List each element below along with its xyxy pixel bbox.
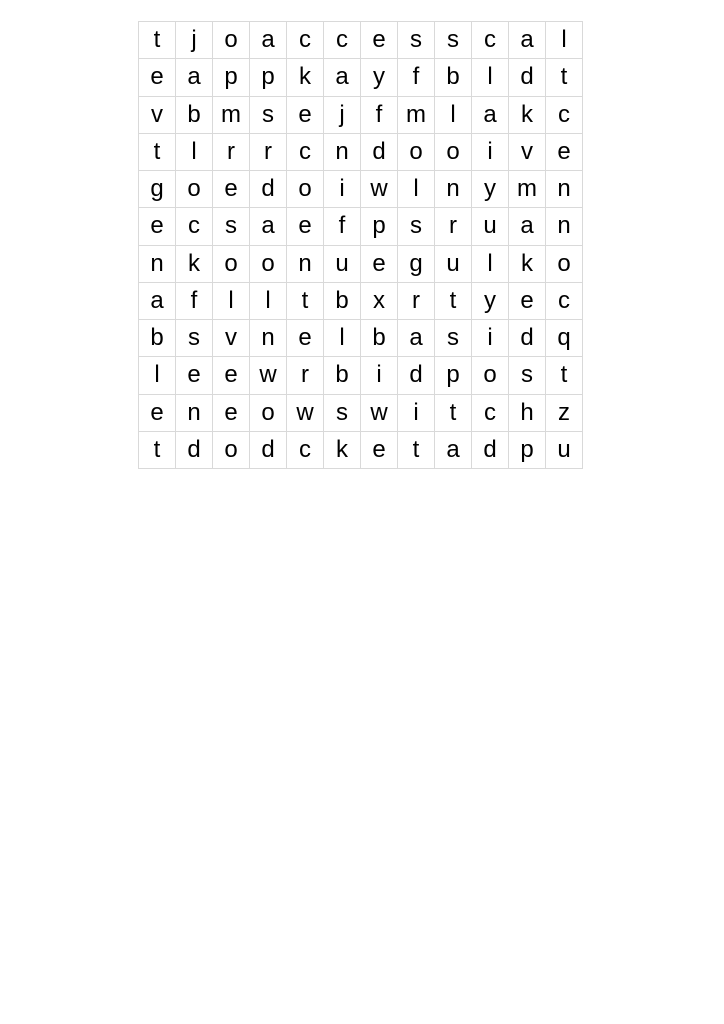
grid-cell: t [435, 282, 472, 319]
grid-cell: t [546, 357, 583, 394]
grid-cell: f [398, 59, 435, 96]
grid-cell: y [472, 171, 509, 208]
grid-cell: b [361, 320, 398, 357]
grid-cell: k [287, 59, 324, 96]
grid-cell: u [472, 208, 509, 245]
grid-cell: u [324, 245, 361, 282]
grid-cell: j [324, 96, 361, 133]
grid-cell: p [509, 431, 546, 468]
grid-cell: c [176, 208, 213, 245]
grid-cell: e [361, 431, 398, 468]
grid-cell: n [435, 171, 472, 208]
grid-cell: o [250, 245, 287, 282]
grid-cell: e [213, 171, 250, 208]
grid-cell: e [213, 394, 250, 431]
grid-cell: o [398, 133, 435, 170]
grid-cell: s [250, 96, 287, 133]
grid-cell: t [546, 59, 583, 96]
grid-cell: k [509, 245, 546, 282]
grid-cell: n [324, 133, 361, 170]
grid-cell: l [472, 245, 509, 282]
grid-cell: y [361, 59, 398, 96]
grid-cell: p [435, 357, 472, 394]
grid-cell: a [139, 282, 176, 319]
grid-cell: e [176, 357, 213, 394]
grid-cell: u [546, 431, 583, 468]
grid-cell: o [435, 133, 472, 170]
grid-cell: t [139, 431, 176, 468]
grid-cell: e [139, 208, 176, 245]
grid-cell: m [509, 171, 546, 208]
grid-cell: n [250, 320, 287, 357]
grid-cell: b [324, 357, 361, 394]
grid-cell: t [287, 282, 324, 319]
grid-cell: a [250, 22, 287, 59]
grid-cell: x [361, 282, 398, 319]
grid-cell: o [213, 431, 250, 468]
grid-row [139, 357, 583, 394]
word-search-grid-body [139, 22, 583, 469]
grid-row [139, 96, 583, 133]
grid-cell: p [213, 59, 250, 96]
grid-cell: f [176, 282, 213, 319]
grid-cell: b [324, 282, 361, 319]
grid-cell: n [139, 245, 176, 282]
grid-cell: s [398, 208, 435, 245]
grid-cell: l [472, 59, 509, 96]
grid-cell: m [213, 96, 250, 133]
grid-cell: v [139, 96, 176, 133]
grid-cell: e [139, 59, 176, 96]
grid-cell: w [287, 394, 324, 431]
grid-cell: d [398, 357, 435, 394]
grid-row [139, 320, 583, 357]
grid-cell: a [250, 208, 287, 245]
grid-cell: e [287, 320, 324, 357]
grid-cell: s [435, 320, 472, 357]
grid-row [139, 431, 583, 468]
grid-cell: d [361, 133, 398, 170]
grid-row [139, 59, 583, 96]
grid-cell: p [250, 59, 287, 96]
grid-cell: o [472, 357, 509, 394]
grid-cell: c [287, 22, 324, 59]
grid-cell: b [176, 96, 213, 133]
grid-cell: z [546, 394, 583, 431]
grid-cell: f [324, 208, 361, 245]
grid-cell: s [509, 357, 546, 394]
grid-cell: d [250, 171, 287, 208]
grid-cell: a [509, 208, 546, 245]
grid-cell: d [509, 320, 546, 357]
grid-row [139, 171, 583, 208]
grid-cell: o [213, 245, 250, 282]
grid-cell: o [176, 171, 213, 208]
grid-cell: r [287, 357, 324, 394]
grid-cell: c [287, 133, 324, 170]
grid-cell: i [361, 357, 398, 394]
grid-cell: e [287, 208, 324, 245]
grid-cell: t [435, 394, 472, 431]
grid-cell: l [176, 133, 213, 170]
grid-cell: g [398, 245, 435, 282]
grid-cell: k [324, 431, 361, 468]
grid-row [139, 208, 583, 245]
grid-cell: y [472, 282, 509, 319]
grid-cell: p [361, 208, 398, 245]
grid-cell: r [213, 133, 250, 170]
grid-cell: l [213, 282, 250, 319]
word-search-grid [138, 21, 583, 469]
grid-cell: v [509, 133, 546, 170]
grid-row [139, 282, 583, 319]
grid-cell: d [472, 431, 509, 468]
grid-cell: w [361, 394, 398, 431]
grid-cell: k [509, 96, 546, 133]
grid-cell: i [472, 320, 509, 357]
grid-cell: e [287, 96, 324, 133]
grid-cell: c [287, 431, 324, 468]
grid-cell: t [398, 431, 435, 468]
grid-cell: q [546, 320, 583, 357]
grid-cell: h [509, 394, 546, 431]
grid-cell: f [361, 96, 398, 133]
grid-cell: l [250, 282, 287, 319]
grid-cell: t [139, 22, 176, 59]
grid-cell: w [361, 171, 398, 208]
grid-cell: i [398, 394, 435, 431]
grid-cell: o [287, 171, 324, 208]
grid-cell: e [213, 357, 250, 394]
grid-cell: r [435, 208, 472, 245]
grid-cell: m [398, 96, 435, 133]
grid-cell: i [472, 133, 509, 170]
grid-cell: a [435, 431, 472, 468]
grid-cell: n [176, 394, 213, 431]
grid-cell: b [435, 59, 472, 96]
grid-cell: c [324, 22, 361, 59]
grid-cell: o [250, 394, 287, 431]
grid-cell: u [435, 245, 472, 282]
grid-cell: a [176, 59, 213, 96]
grid-row [139, 133, 583, 170]
grid-cell: w [250, 357, 287, 394]
grid-cell: s [398, 22, 435, 59]
grid-cell: s [324, 394, 361, 431]
grid-cell: s [213, 208, 250, 245]
grid-cell: v [213, 320, 250, 357]
grid-cell: e [139, 394, 176, 431]
grid-row [139, 22, 583, 59]
grid-row [139, 245, 583, 282]
grid-cell: n [546, 171, 583, 208]
grid-cell: e [509, 282, 546, 319]
grid-cell: n [287, 245, 324, 282]
grid-cell: c [546, 282, 583, 319]
grid-cell: o [546, 245, 583, 282]
grid-cell: b [139, 320, 176, 357]
grid-cell: d [509, 59, 546, 96]
grid-cell: r [250, 133, 287, 170]
grid-row [139, 394, 583, 431]
grid-cell: l [324, 320, 361, 357]
grid-cell: i [324, 171, 361, 208]
grid-cell: e [361, 22, 398, 59]
grid-cell: e [546, 133, 583, 170]
grid-cell: c [472, 394, 509, 431]
grid-cell: t [139, 133, 176, 170]
grid-cell: a [472, 96, 509, 133]
grid-cell: n [546, 208, 583, 245]
grid-cell: a [324, 59, 361, 96]
grid-cell: j [176, 22, 213, 59]
grid-cell: l [546, 22, 583, 59]
grid-cell: r [398, 282, 435, 319]
grid-cell: k [176, 245, 213, 282]
grid-cell: d [250, 431, 287, 468]
grid-cell: o [213, 22, 250, 59]
grid-cell: e [361, 245, 398, 282]
grid-cell: c [546, 96, 583, 133]
grid-cell: d [176, 431, 213, 468]
grid-cell: l [435, 96, 472, 133]
grid-cell: s [435, 22, 472, 59]
grid-cell: a [509, 22, 546, 59]
grid-cell: l [398, 171, 435, 208]
grid-cell: g [139, 171, 176, 208]
grid-cell: s [176, 320, 213, 357]
grid-cell: c [472, 22, 509, 59]
grid-cell: l [139, 357, 176, 394]
grid-cell: a [398, 320, 435, 357]
